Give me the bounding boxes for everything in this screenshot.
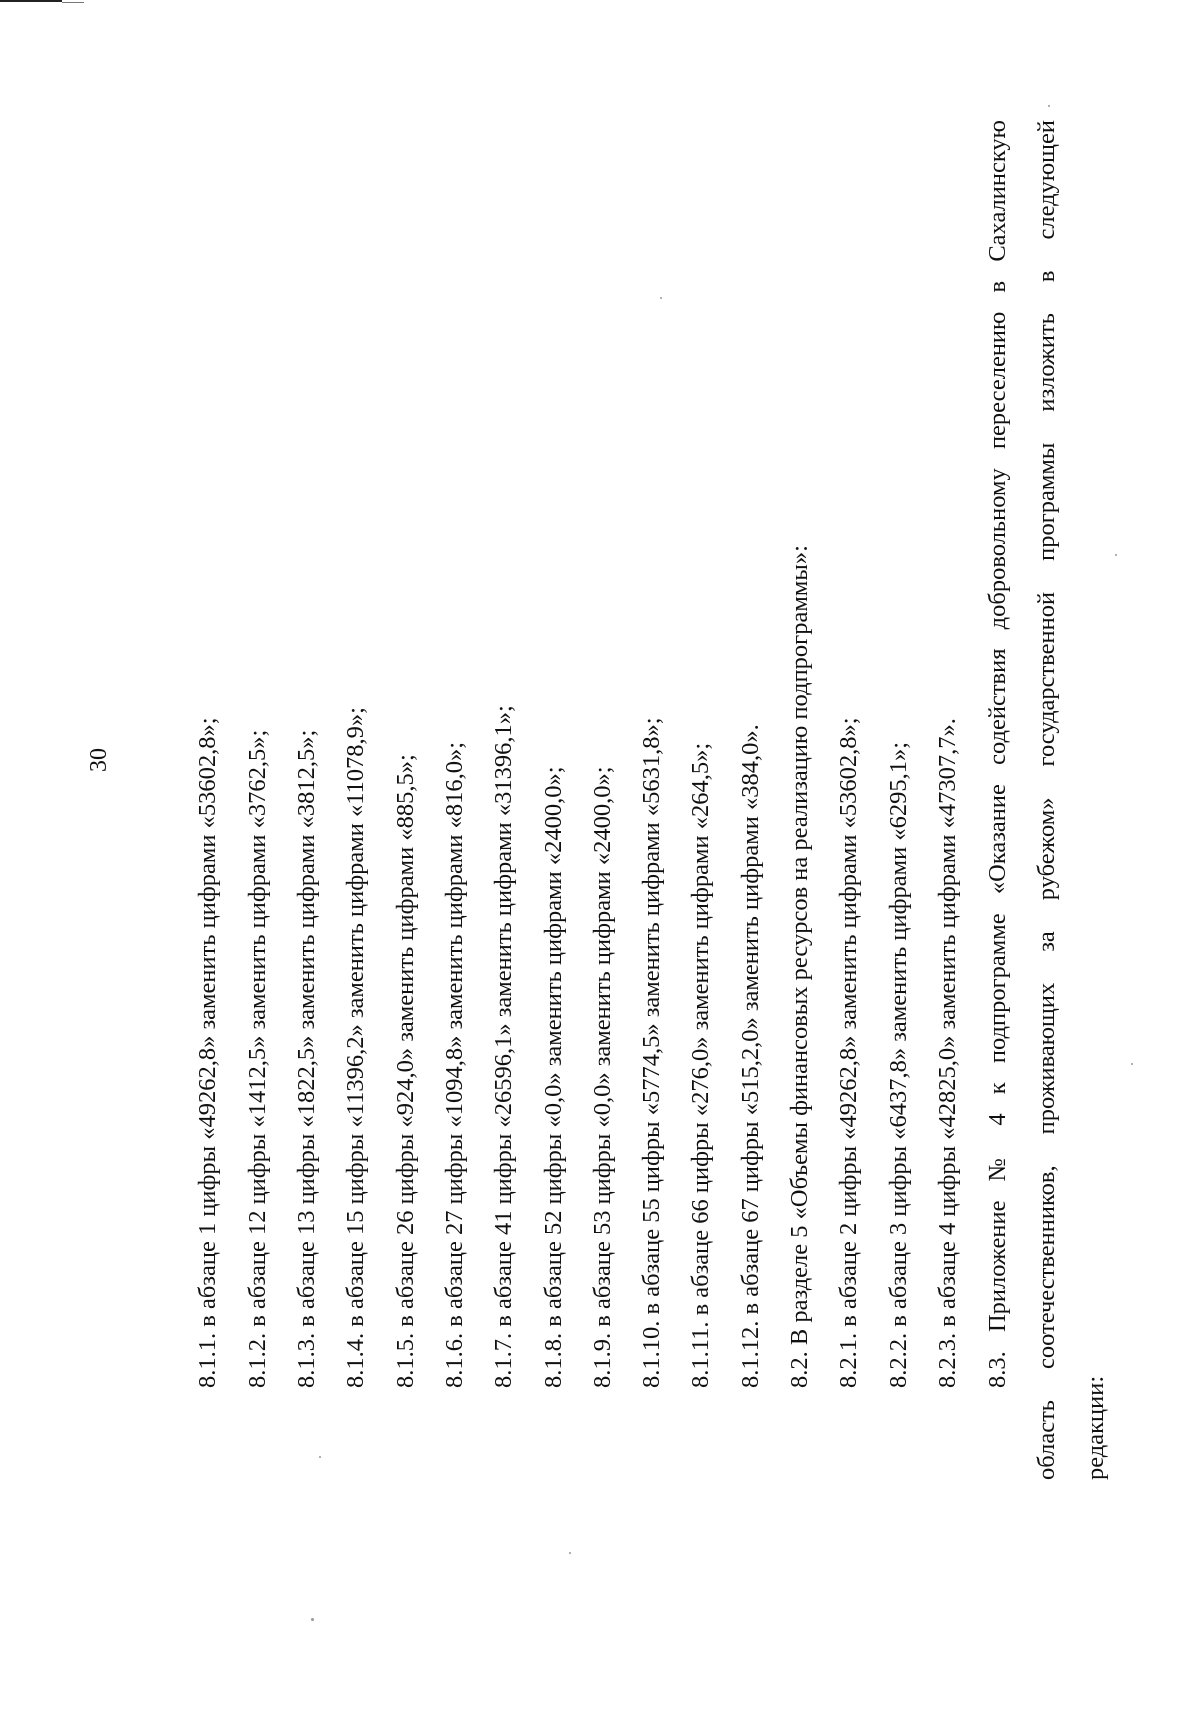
- scan-speck: [1048, 105, 1050, 107]
- list-item: 8.1.11. в абзаце 66 цифры «276,0» заменить цифрами «264,5»;: [687, 742, 714, 1388]
- list-item: 8.1.5. в абзаце 26 цифры «924,0» заменить цифрами «885,5»;: [392, 754, 419, 1388]
- paragraph-line: редакции:: [1082, 1375, 1109, 1480]
- section-heading: 8.2. В разделе 5 «Объемы финансовых ресурсов на реализацию подпрограммы»:: [786, 545, 813, 1388]
- scan-speck: [660, 297, 662, 299]
- page-number: 30: [86, 748, 112, 772]
- scan-speck: [311, 1618, 314, 1621]
- list-item: 8.2.2. в абзаце 3 цифры «6437,8» заменить цифрами «6295,1»;: [885, 741, 912, 1388]
- scan-speck: [1115, 554, 1117, 556]
- list-item: 8.1.7. в абзаце 41 цифры «26596,1» заменить цифрами «31396,1»;: [490, 705, 517, 1388]
- list-item: 8.1.4. в абзаце 15 цифры «11396,2» заменить цифрами «11078,9»;: [342, 707, 369, 1388]
- list-item: 8.1.10. в абзаце 55 цифры «5774,5» заменить цифрами «5631,8»;: [638, 717, 665, 1388]
- paragraph-line: область соотечественников, проживающих за рубежом» государственной программы изложить в следующей: [1033, 120, 1060, 1480]
- scan-speck: [319, 1456, 321, 1458]
- list-item: 8.1.9. в абзаце 53 цифры «0,0» заменить цифрами «2400,0»;: [589, 766, 616, 1388]
- list-item: 8.1.8. в абзаце 52 цифры «0,0» заменить цифрами «2400,0»;: [540, 766, 567, 1388]
- scan-speck: [569, 1552, 571, 1554]
- list-item: 8.1.12. в абзаце 67 цифры «515,2,0» заменить цифрами «384,0».: [737, 724, 764, 1388]
- list-item: 8.1.6. в абзаце 27 цифры «1094,8» заменить цифрами «816,0»;: [441, 741, 468, 1388]
- list-item: 8.1.1. в абзаце 1 цифры «49262,8» заменить цифрами «53602,8»;: [194, 717, 221, 1388]
- list-item: 8.2.1. в абзаце 2 цифры «49262,8» заменить цифрами «53602,8»;: [835, 717, 862, 1388]
- list-item: 8.1.2. в абзаце 12 цифры «1412,5» заменить цифрами «3762,5»;: [244, 729, 271, 1388]
- list-item: 8.1.3. в абзаце 13 цифры «1822,5» заменить цифрами «3812,5»;: [293, 729, 320, 1388]
- list-item: 8.2.3. в абзаце 4 цифры «42825,0» заменить цифрами «47307,7».: [934, 718, 961, 1388]
- scan-speck: [1131, 1063, 1133, 1065]
- rotated-document-page: [18, 0, 1108, 1560]
- paragraph-line: 8.3. Приложение № 4 к подпрограмме «Оказание содействия добровольному переселению в Сахалинскую: [984, 120, 1011, 1388]
